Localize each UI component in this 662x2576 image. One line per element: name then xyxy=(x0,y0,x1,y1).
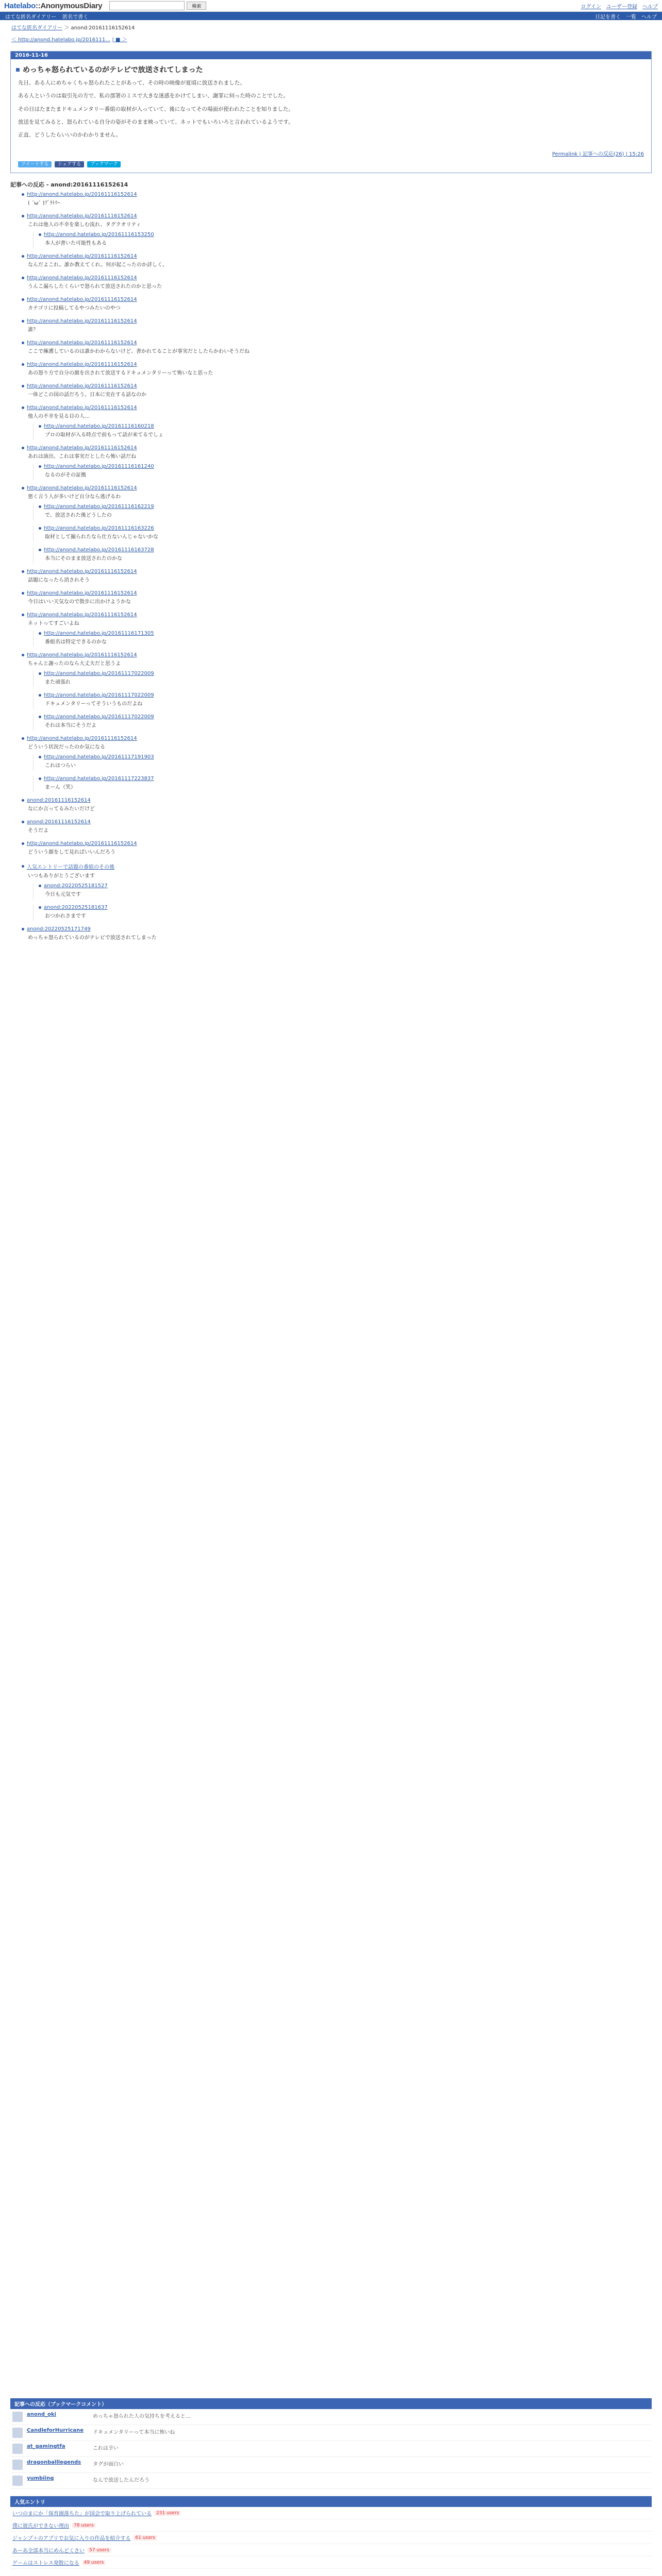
response-header xyxy=(22,213,652,219)
entry-paragraph: ある人というのは取引先の方で、私の部署のミスで大きな迷惑をかけてしまい、謝罪に伺った時のことでした。 xyxy=(18,93,289,99)
response-text: そうだよ xyxy=(28,827,48,834)
response-text: これは他人の不幸を楽しむ流れ、タグクオリティ xyxy=(28,222,141,228)
bookmark-list xyxy=(10,2409,652,2489)
response-link[interactable]: http://anond.hatelabo.jp/20161117022009 xyxy=(44,692,154,698)
response-link[interactable]: http://anond.hatelabo.jp/20161117223837 xyxy=(44,775,154,782)
response-text: 誰？ xyxy=(28,327,38,333)
response-header xyxy=(22,798,652,803)
response-link[interactable]: http://anond.hatelabo.jp/20161116152614 xyxy=(27,275,137,281)
register-link[interactable]: ユーザー登録 xyxy=(606,4,637,10)
bottom-panels xyxy=(10,2398,652,2576)
bookmark-row xyxy=(10,2409,652,2425)
response-child xyxy=(33,714,652,731)
permalink[interactable]: Permalink | 記事への反応(26) | 15:26 xyxy=(552,151,644,157)
response-header xyxy=(22,362,652,367)
response-header xyxy=(22,445,652,451)
search-input[interactable] xyxy=(109,1,185,10)
bookmark-row xyxy=(10,2473,652,2489)
entry-paragraph: 正直、どうしたらいいのかわかりません。 xyxy=(18,132,122,139)
response-link[interactable]: http://anond.hatelabo.jp/20161116153250 xyxy=(44,231,154,238)
response-link[interactable]: http://anond.hatelabo.jp/20161116152614 xyxy=(27,568,137,574)
popular-title-link[interactable]: いつのまにか「保育園落ちた」が国会で取り上げられている xyxy=(12,2511,152,2517)
response-text: まーん（笑） xyxy=(45,784,76,790)
responses-heading: 記事への反応 - anond:20161116152614 xyxy=(10,181,128,188)
response-item xyxy=(22,318,652,335)
response-child xyxy=(33,504,652,520)
response-header xyxy=(39,504,652,510)
response-text: おつかれさまです xyxy=(45,913,86,919)
bullet-icon xyxy=(39,756,41,758)
popular-title-link[interactable]: ゲームはストレス発散になる xyxy=(12,2561,79,2566)
response-child xyxy=(33,905,652,921)
response-child xyxy=(33,883,652,900)
response-text: カテゴリに投稿してるやつみたいのやつ xyxy=(28,305,121,311)
popular-row xyxy=(10,2544,652,2556)
response-header xyxy=(39,547,652,553)
response-text: で、放送された後どうしたの xyxy=(45,512,112,518)
response-header xyxy=(22,841,652,846)
response-child xyxy=(33,464,652,480)
breadcrumb-site[interactable]: はてな匿名ダイアリー xyxy=(11,25,63,31)
bullet-icon xyxy=(22,654,24,656)
response-header xyxy=(39,883,652,889)
response-child xyxy=(33,671,652,687)
response-header xyxy=(22,612,652,618)
entry xyxy=(10,51,652,173)
response-header xyxy=(22,485,652,491)
bullet-icon xyxy=(39,425,41,428)
bookmark-comment: めっちゃ怒られた人の気持ちを考えると… xyxy=(93,2414,191,2419)
response-text: これはつらい xyxy=(45,762,76,769)
response-header xyxy=(22,383,652,389)
subnav-list[interactable]: 一覧 xyxy=(626,14,636,20)
bookmark-user[interactable]: CandleforHurricane xyxy=(27,2428,84,2433)
response-text: ネットってすごいよね xyxy=(28,620,79,626)
top-links xyxy=(581,2,658,10)
popular-title-link[interactable]: あーあ全部本当にめんどくさい xyxy=(12,2548,85,2554)
response-child xyxy=(33,776,652,792)
response-child xyxy=(33,631,652,647)
users-count-badge: 78 users xyxy=(72,2523,95,2528)
response-link[interactable]: http://anond.hatelabo.jp/20161116152614 xyxy=(27,296,137,302)
bullet-icon xyxy=(39,906,41,909)
bullet-icon xyxy=(22,928,24,930)
bullet-icon xyxy=(39,716,41,718)
bullet-icon xyxy=(39,672,41,675)
response-header xyxy=(22,405,652,411)
hatena-bookmark-button[interactable]: ブックマーク xyxy=(87,161,121,167)
response-link[interactable]: http://anond.hatelabo.jp/20161116152614 xyxy=(27,318,137,324)
bookmark-row xyxy=(10,2457,652,2473)
response-header xyxy=(39,905,652,910)
response-item xyxy=(22,297,652,313)
response-link[interactable]: http://anond.hatelabo.jp/20161116152614 xyxy=(27,361,137,367)
response-item xyxy=(22,841,652,857)
response-link[interactable]: http://anond.hatelabo.jp/20161116163728 xyxy=(44,547,154,553)
response-text: なにか言ってるみたいだけど xyxy=(28,806,95,812)
response-child xyxy=(33,526,652,542)
entry-paragraph: 放送を見てみると、怒られている自分の姿がそのまま映っていて、ネットでもいろいろと言われているようです。 xyxy=(18,118,294,125)
response-text: 本人が書いた可能性もある xyxy=(45,240,107,246)
subnav-write[interactable]: 匿名で書く xyxy=(62,14,89,20)
bullet-icon xyxy=(22,193,24,196)
popular-panel xyxy=(10,2496,652,2569)
response-header xyxy=(22,862,652,870)
response-item xyxy=(22,569,652,585)
bullet-icon xyxy=(22,865,24,868)
square-bullet-icon xyxy=(16,68,20,72)
response-header xyxy=(39,423,652,429)
bullet-icon xyxy=(22,385,24,387)
share-buttons xyxy=(11,160,651,173)
response-item xyxy=(22,612,652,647)
bullet-icon xyxy=(39,885,41,887)
response-link[interactable]: http://anond.hatelabo.jp/20161116161240 xyxy=(44,463,154,469)
response-header xyxy=(22,569,652,574)
popular-title-link[interactable]: 僕に彼氏ができない理由 xyxy=(12,2523,69,2529)
next-entry-link[interactable]: | ■ ＞ xyxy=(112,37,127,43)
response-item xyxy=(22,819,652,836)
response-text: また頑張れ xyxy=(45,679,71,685)
response-text: どういう状況だったのか気になる xyxy=(28,744,105,750)
popular-panel-title: 人気エントリ xyxy=(10,2496,652,2507)
response-text: 悪く言う人が多いけど自分なら逃げるわ xyxy=(28,494,121,500)
bullet-icon xyxy=(22,320,24,323)
entry-date: 2016-11-16 xyxy=(11,52,651,59)
response-text: どういう顔をして見ればいいんだろう xyxy=(28,849,115,855)
response-header xyxy=(22,340,652,346)
bookmark-row xyxy=(10,2441,652,2457)
response-text: あの怒り方で自分の顔を出されて放送するドキュメンタリーって怖いなと思った xyxy=(28,370,213,376)
response-link[interactable]: http://anond.hatelabo.jp/20161116152614 xyxy=(27,404,137,411)
popular-list xyxy=(10,2507,652,2569)
response-text: あれは演出、これは事実だとしたら怖い話だね xyxy=(28,453,136,460)
response-link[interactable]: 人気エントリーで話題の番組のその後 xyxy=(27,864,114,870)
bullet-icon xyxy=(39,694,41,697)
response-tree xyxy=(22,192,652,943)
response-header xyxy=(22,275,652,281)
response-link[interactable]: http://anond.hatelabo.jp/20161117191903 xyxy=(44,754,154,760)
response-link[interactable]: http://anond.hatelabo.jp/20161116152614 xyxy=(27,735,137,741)
response-child xyxy=(33,547,652,564)
users-count-badge: 49 users xyxy=(82,2560,106,2565)
bullet-icon xyxy=(39,505,41,508)
response-link[interactable]: http://anond.hatelabo.jp/20161117022009 xyxy=(44,670,154,676)
bullet-icon xyxy=(22,215,24,217)
response-child xyxy=(33,423,652,440)
bullet-icon xyxy=(22,255,24,258)
response-link[interactable]: http://anond.hatelabo.jp/20161116171305 xyxy=(44,630,154,636)
response-link[interactable]: http://anond.hatelabo.jp/20161116162219 xyxy=(44,503,154,510)
response-text: ちゃんと謝ったのなら大丈夫だと思うよ xyxy=(28,660,121,667)
response-item xyxy=(22,590,652,607)
bookmark-row xyxy=(10,2425,652,2441)
response-header xyxy=(22,652,652,658)
response-item xyxy=(22,253,652,270)
popular-row xyxy=(10,2519,652,2532)
subnav-help[interactable]: ヘルプ xyxy=(641,14,657,20)
bullet-icon xyxy=(22,342,24,344)
response-link[interactable]: anond:20220525181637 xyxy=(44,904,108,910)
bookmark-user[interactable]: yumbiing xyxy=(27,2476,54,2481)
breadcrumb: はてな匿名ダイアリー ＞ anond:20161116152614 xyxy=(11,25,135,31)
bullet-icon xyxy=(22,406,24,409)
entry-footer xyxy=(11,149,651,160)
bullet-icon xyxy=(39,632,41,635)
search-button[interactable]: 検索 xyxy=(187,2,206,10)
response-item xyxy=(22,926,652,943)
response-header xyxy=(22,318,652,324)
response-link[interactable]: http://anond.hatelabo.jp/20161116152614 xyxy=(27,253,137,259)
subnav-home[interactable]: はてな匿名ダイアリー xyxy=(5,14,57,20)
avatar xyxy=(12,2412,23,2422)
tweet-button[interactable]: ツイートする xyxy=(18,161,52,167)
response-link[interactable]: http://anond.hatelabo.jp/20161116152614 xyxy=(27,485,137,491)
response-text: なるのがその証拠 xyxy=(45,472,86,478)
prev-entry-link[interactable]: ＜ http://anond.hatelabo.jp/2016111… xyxy=(11,37,111,43)
avatar xyxy=(12,2444,23,2454)
response-header xyxy=(39,526,652,531)
popular-row xyxy=(10,2507,652,2519)
response-header xyxy=(39,232,652,238)
response-text: プロの取材が入る時点で前もって話が来てるでしょ xyxy=(45,432,163,438)
response-text: 番組名は特定できるのかな xyxy=(45,639,107,645)
response-child xyxy=(33,232,652,248)
entry-title: めっちゃ怒られているのがテレビで放送されてしまった xyxy=(11,59,651,79)
bookmark-panel-title: 記事への反応（ブックマークコメント） xyxy=(10,2398,652,2409)
response-header xyxy=(22,819,652,825)
response-item xyxy=(22,383,652,400)
bookmark-comment: これは辛い xyxy=(93,2446,119,2451)
bullet-icon xyxy=(22,447,24,449)
pager xyxy=(0,34,662,47)
help-link[interactable]: ヘルプ xyxy=(642,4,658,10)
response-text: 今日も元気です xyxy=(45,891,81,897)
response-text: なんだよこれ。誰か教えてくれ。何が起こったのか詳しく。 xyxy=(28,262,168,268)
response-header xyxy=(39,692,652,698)
response-header xyxy=(39,631,652,636)
response-item xyxy=(22,485,652,564)
top-bar xyxy=(0,0,662,12)
bookmark-user[interactable]: anond_oki xyxy=(27,2412,56,2417)
entry-body xyxy=(11,79,651,149)
login-link[interactable]: ログイン xyxy=(581,4,601,10)
response-link[interactable]: http://anond.hatelabo.jp/20161116152614 xyxy=(27,213,137,219)
response-link[interactable]: http://anond.hatelabo.jp/20161116152614 xyxy=(27,652,137,658)
response-text: ( ´ω` )ﾌﾞﾗﾄﾘｰ xyxy=(28,200,60,206)
response-item xyxy=(22,340,652,357)
response-item xyxy=(22,652,652,731)
bookmark-user[interactable]: dragonballlegends xyxy=(27,2460,81,2465)
response-header xyxy=(39,464,652,469)
bookmark-comment: なんで放送したんだろう xyxy=(93,2478,150,2483)
bullet-icon xyxy=(22,277,24,279)
response-item xyxy=(22,445,652,480)
response-item xyxy=(22,275,652,292)
avatar xyxy=(12,2428,23,2438)
response-text: 話題になったら消されそう xyxy=(28,577,90,583)
bullet-icon xyxy=(22,614,24,616)
bullet-icon xyxy=(22,570,24,573)
popular-row xyxy=(10,2532,652,2544)
response-header xyxy=(22,736,652,741)
bullet-icon xyxy=(39,549,41,551)
bullet-icon xyxy=(22,737,24,740)
response-header xyxy=(22,253,652,259)
popular-title-link[interactable]: ジャンプ＋のアプリでお気に入りの作品を紹介する xyxy=(12,2536,131,2541)
response-header xyxy=(22,926,652,932)
response-item xyxy=(22,213,652,248)
response-link[interactable]: http://anond.hatelabo.jp/20161116160218 xyxy=(44,423,154,429)
response-link[interactable]: anond:20220525181527 xyxy=(44,883,108,889)
response-header xyxy=(39,754,652,760)
response-link[interactable]: http://anond.hatelabo.jp/20161116152614 xyxy=(27,590,137,596)
subnav-diary[interactable]: 日記を書く xyxy=(595,14,621,20)
response-link[interactable]: http://anond.hatelabo.jp/20161116163226 xyxy=(44,525,154,531)
response-text: 本当にそのまま放送されたのかな xyxy=(45,555,122,562)
response-text: めっちゃ怒られているのがテレビで放送されてしまった xyxy=(28,935,157,941)
response-text: いつもありがとうございます xyxy=(28,873,95,879)
site-logo[interactable]: Hatelabo::AnonymousDiary xyxy=(4,1,103,10)
entry-paragraph: 先日、ある人にめちゃくちゃ怒られたことがあって、その時の映像が夏頃に放送されました。 xyxy=(18,80,245,86)
bullet-icon xyxy=(22,298,24,301)
response-text: ドキュメンタリーってそういうものだよね xyxy=(45,701,143,707)
facebook-share-button[interactable]: シェアする xyxy=(55,161,84,167)
response-link[interactable]: anond:20161116152614 xyxy=(27,797,91,803)
bullet-icon xyxy=(22,821,24,823)
bookmark-user[interactable]: at_gamingtfa xyxy=(27,2444,65,2449)
response-header xyxy=(22,297,652,302)
breadcrumb-entry-id: anond:20161116152614 xyxy=(71,25,135,31)
bullet-icon xyxy=(22,842,24,845)
users-count-badge: 57 users xyxy=(88,2548,111,2553)
response-text: ここで擁護しているのは誰かわからないけど、書かれてることが事実だとしたらかわいそうだね xyxy=(28,348,250,354)
sub-nav-bar xyxy=(0,12,662,20)
response-item xyxy=(22,192,652,208)
response-header xyxy=(39,671,652,676)
popular-row xyxy=(10,2556,652,2569)
bullet-icon xyxy=(22,363,24,366)
bullet-icon xyxy=(39,527,41,530)
response-header xyxy=(22,192,652,197)
response-child xyxy=(33,754,652,771)
response-text: 今日はいい天気なので散歩に出かけようかな xyxy=(28,599,131,605)
response-header xyxy=(39,714,652,720)
bullet-icon xyxy=(39,465,41,468)
response-link[interactable]: http://anond.hatelabo.jp/20161116152614 xyxy=(27,612,137,618)
response-link[interactable]: http://anond.hatelabo.jp/20161116152614 xyxy=(27,191,137,197)
response-text: 一体どこの国の話だろう。日本に実在する話なのか xyxy=(28,392,146,398)
avatar xyxy=(12,2460,23,2470)
response-header xyxy=(22,590,652,596)
response-header xyxy=(39,776,652,782)
response-child xyxy=(33,692,652,709)
response-item xyxy=(22,736,652,792)
bullet-icon xyxy=(39,777,41,780)
response-item xyxy=(22,362,652,378)
response-item xyxy=(22,798,652,814)
response-item xyxy=(22,405,652,440)
users-count-badge: 231 users xyxy=(155,2511,180,2516)
response-link[interactable]: anond:20220525171749 xyxy=(27,926,91,932)
bullet-icon xyxy=(22,799,24,802)
response-link[interactable]: http://anond.hatelabo.jp/20161116152614 xyxy=(27,445,137,451)
bullet-icon xyxy=(22,592,24,595)
response-text: それは本当にそうだよ xyxy=(45,722,96,728)
response-item xyxy=(22,862,652,921)
bookmark-comment: ドキュメンタリーって本当に怖いね xyxy=(93,2430,175,2435)
response-text: うんこ漏らしたくらいで怒られて放送されたのかと思った xyxy=(28,283,162,290)
response-link[interactable]: http://anond.hatelabo.jp/20161116152614 xyxy=(27,340,137,346)
avatar xyxy=(12,2476,23,2486)
bullet-icon xyxy=(22,487,24,489)
users-count-badge: 61 users xyxy=(134,2535,157,2540)
response-link[interactable]: anond:20161116152614 xyxy=(27,819,91,825)
entry-paragraph: その日はたまたまドキュメンタリー番組の取材が入っていて、後になってその場面が使われたことを知りました。 xyxy=(18,106,294,112)
response-text: 他人の不幸を見る目の人… xyxy=(28,413,90,419)
bookmark-comment: タグが面白い xyxy=(93,2462,124,2467)
bookmark-panel xyxy=(10,2398,652,2489)
response-text: 取材として撮られたなら仕方ないんじゃないかな xyxy=(45,534,158,540)
response-link[interactable]: http://anond.hatelabo.jp/20161117022009 xyxy=(44,714,154,720)
bullet-icon xyxy=(39,233,41,236)
response-link[interactable]: http://anond.hatelabo.jp/20161116152614 xyxy=(27,383,137,389)
response-link[interactable]: http://anond.hatelabo.jp/20161116152614 xyxy=(27,840,137,846)
